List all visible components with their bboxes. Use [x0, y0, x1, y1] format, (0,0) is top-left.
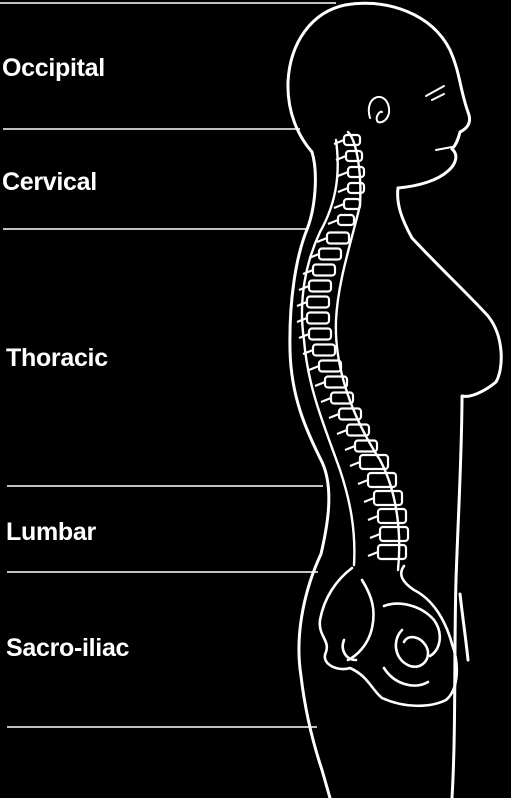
vertebra [307, 313, 329, 324]
pubis [384, 668, 428, 686]
spinous-process [338, 188, 348, 192]
spinous-process [328, 220, 338, 224]
spinous-process [337, 430, 347, 434]
vertebra [313, 345, 335, 356]
spinous-process [364, 498, 374, 502]
spinous-process [358, 480, 368, 484]
vertebra [327, 233, 349, 244]
vertebra [319, 249, 341, 260]
vertebra [338, 215, 354, 225]
sacrum [348, 580, 374, 660]
ear [369, 97, 389, 122]
spinous-process [350, 462, 360, 466]
pelvis-outline [320, 566, 457, 706]
vertebra [313, 265, 335, 276]
vertebra [348, 167, 364, 177]
spinous-process [317, 238, 327, 242]
vertebra [309, 329, 331, 340]
vertebra [344, 199, 360, 209]
hip-socket [396, 630, 428, 667]
vertebra [346, 151, 362, 161]
spinous-process [338, 172, 348, 176]
vertebra [374, 491, 402, 505]
spinous-process [368, 552, 378, 556]
spinous-process [315, 382, 325, 386]
spinous-process [321, 398, 331, 402]
spinous-process [345, 446, 355, 450]
mouth [436, 147, 452, 150]
label-thoracic: Thoracic [6, 344, 108, 372]
vertebra [307, 297, 329, 308]
label-occipital: Occipital [2, 54, 105, 82]
spinous-process [368, 516, 378, 520]
label-lumbar: Lumbar [6, 518, 96, 546]
vertebra [309, 281, 331, 292]
vertebra [378, 509, 406, 523]
vertebra [319, 361, 341, 372]
label-sacro-iliac: Sacro-iliac [6, 634, 130, 662]
spinous-process [309, 366, 319, 370]
abdomen-line [460, 594, 468, 660]
spinous-process [334, 204, 344, 208]
ilium-inner [384, 604, 440, 656]
head-front-outline [345, 3, 470, 188]
label-cervical: Cervical [2, 168, 97, 196]
spinous-process [370, 534, 380, 538]
vertebra [380, 527, 408, 541]
spinous-process [329, 414, 339, 418]
spinous-process [303, 270, 313, 274]
vertebra [368, 473, 396, 487]
eye [426, 86, 444, 100]
vertebra [378, 545, 406, 559]
